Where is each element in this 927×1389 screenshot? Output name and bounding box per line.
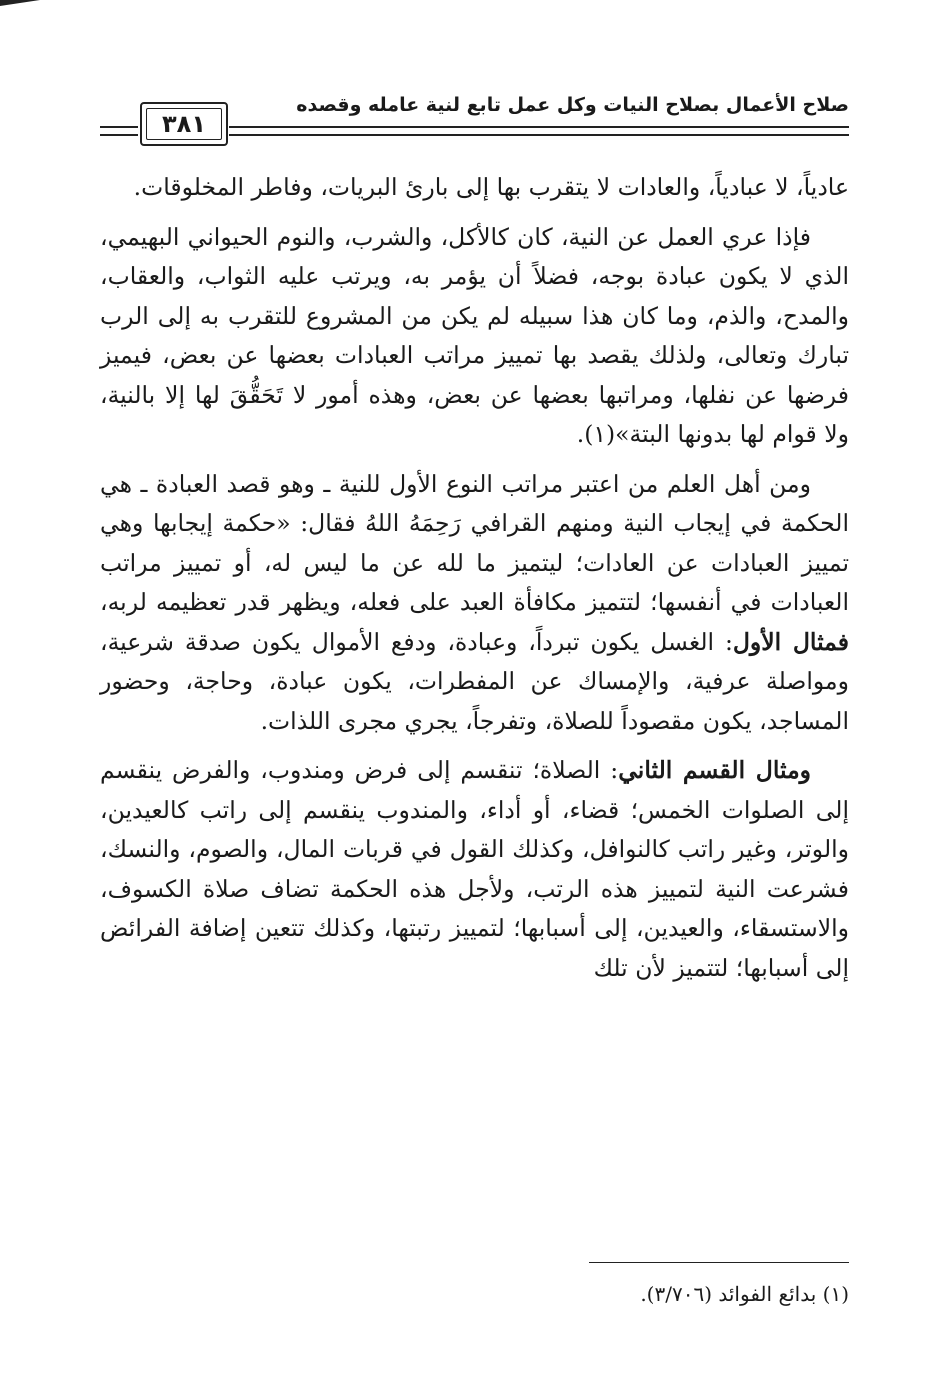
running-title: صلاح الأعمال بصلاح النيات وكل عمل تابع لنية عامله وقصده <box>296 94 849 116</box>
paragraph-3-text-a: ومن أهل العلم من اعتبر مراتب النوع الأول للنية ـ وهو قصد العبادة ـ هي الحكمة في إيجاب النية ومنهم القرافي رَحِمَهُ اللهُ فقال: «حكمة إيجابها وهي تمييز العبادات عن العادات؛ ليتميز ما لله عن ما ليس له، أو تمييز مراتب العبادات في أنفسها؛ لتتميز مكافأة العبد على فعله، ويظهر قدر تعظيمه لربه، <box>100 469 849 616</box>
page-number-frame <box>140 102 228 146</box>
paragraph-3-bold: فمثال الأول <box>732 627 849 656</box>
paragraph-1: عادياً، لا عبادياً، والعادات لا يتقرب بها إلى بارئ البريات، وفاطر المخلوقات. <box>133 173 849 201</box>
header-left-rule <box>100 126 138 136</box>
paragraph-4-text: : الصلاة؛ تنقسم إلى فرض ومندوب، والفرض ينقسم إلى الصلوات الخمس؛ قضاء، أو أداء، والمندوب ينقسم إلى راتب كالعيدين، والوتر، وغير راتب كالنوافل، وكذلك القول في قربات المال، والصوم، والنسك، فشرعت النية لتمييز هذه الرتب، ولأجل هذه الحكمة تضاف صلاة الكسوف، والاستسقاء، والعيدين، إلى أسبابها؛ لتمييز رتبتها، وكذلك تتعين إضافة الفرائض إلى أسبابها؛ لتتميز لأن تلك <box>100 756 849 982</box>
paragraph-4 <box>100 751 849 988</box>
page-header <box>100 86 849 156</box>
paragraph-4-bold: ومثال القسم الثاني <box>618 756 812 784</box>
header-double-rule <box>229 126 849 136</box>
footnote: (١) بدائع الفوائد (٣/٧٠٦). <box>640 1282 849 1306</box>
paragraph-3-text-b: : الغسل يكون تبرداً، وعبادة، ودفع الأموال يكون صدقة شرعية، ومواصلة عرفية، والإمساك عن المفطرات، يكون عبادة، وحاجة، وحضور المساجد، يكون مقصوداً للصلاة، وتفرجاً، يجري مجرى اللذات. <box>100 627 849 735</box>
paragraph-3 <box>100 465 849 742</box>
paragraph-2: فإذا عري العمل عن النية، كان كالأكل، والشرب، والنوم الحيواني البهيمي، الذي لا يكون عبادة بوجه، فضلاً أن يؤمر به، ويرتب عليه الثواب، والعقاب، والمدح، والذم، وما كان هذا سبيله لم يكن من المشروع للتقرب به إلى الرب تبارك وتعالى، ولذلك يقصد بها تمييز مراتب العبادات بعضها عن بعض، فيميز فرضها عن نفلها، ومراتبها بعضها عن بعض، وهذه أمور لا تَحَقُّقَ لها إلا بالنية، ولا قوام لها بدونها البتة»(١). <box>100 222 849 448</box>
corner-mark <box>0 0 40 6</box>
page-number: ٣٨١ <box>162 110 206 138</box>
body-text <box>100 168 849 998</box>
footnote-separator <box>589 1262 849 1263</box>
